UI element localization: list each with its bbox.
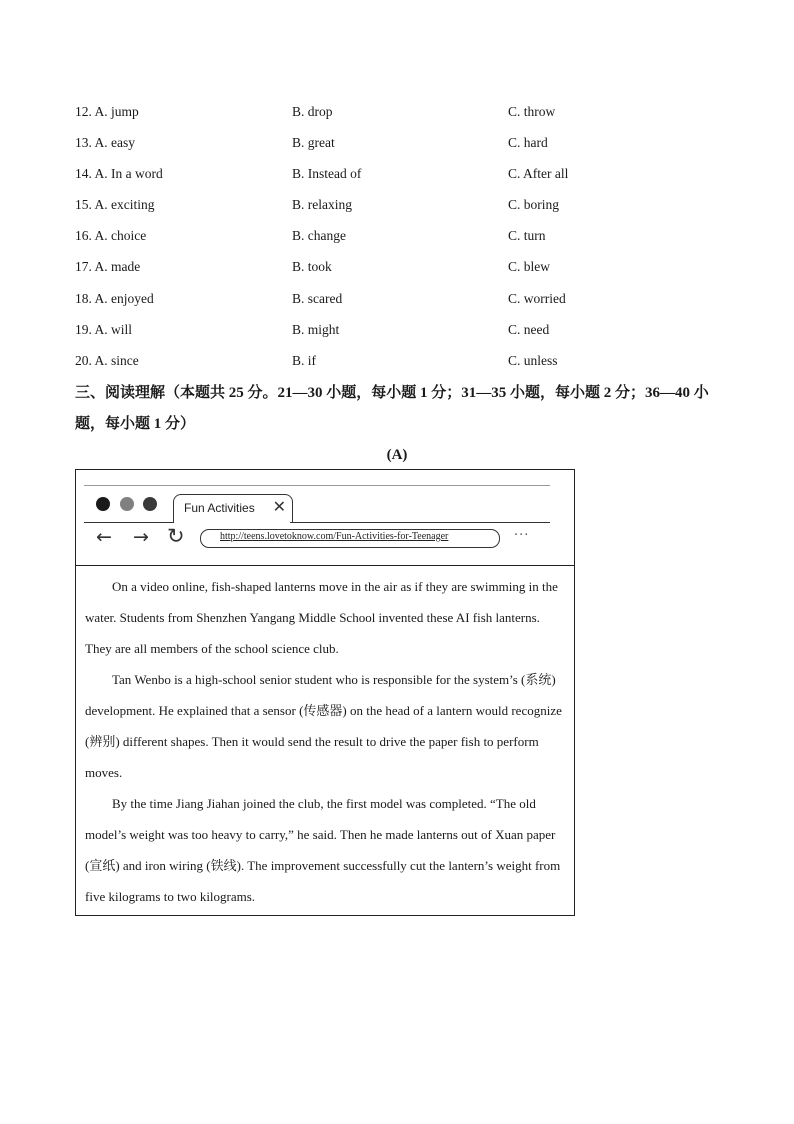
more-icon: ··· [514, 528, 530, 543]
option-c: C. hard [508, 135, 548, 151]
option-row-14 [75, 158, 635, 189]
option-row-12 [75, 96, 635, 127]
tab-title: Fun Activities [184, 501, 255, 515]
option-row-20 [75, 345, 635, 376]
answer-options [75, 96, 635, 376]
option-c: C. blew [508, 259, 550, 275]
option-row-13 [75, 127, 635, 158]
option-a: 12. A. jump [75, 104, 139, 119]
option-row-15 [75, 189, 635, 220]
window-dot-icon [96, 497, 110, 511]
passage-text [85, 571, 569, 912]
tab-strip-line [290, 522, 550, 523]
url-text: http://teens.lovetoknow.com/Fun-Activities-for-Teenager [220, 531, 449, 542]
option-b: B. great [292, 135, 335, 151]
paragraph: By the time Jiang Jiahan joined the club, the first model was completed. “The old model’s weight was too heavy to carry,” he said. Then he made lanterns out of Xuan paper (宣纸) and iron wiring (铁线). The improvement successfully cut the lantern’s weight from five kilograms to two kilograms. [85, 796, 561, 904]
tab-strip-line [84, 522, 174, 523]
option-b: B. if [292, 352, 317, 368]
window-dot-icon [143, 497, 157, 511]
forward-arrow-icon: → [133, 526, 149, 548]
option-c: C. After all [508, 166, 569, 182]
option-a: 19. A. will [75, 321, 133, 337]
option-b: B. scared [292, 290, 343, 306]
paragraph: On a video online, fish-shaped lanterns move in the air as if they are swimming in the water. Students from Shenzhen Yangang Middle School invented these AI fish lanterns. They are all members of the school science club. [85, 579, 558, 656]
back-arrow-icon: ← [96, 526, 112, 548]
option-a: 20. A. since [75, 352, 139, 368]
reload-icon: ↻ [167, 524, 185, 548]
option-b: B. Instead of [292, 166, 362, 182]
paragraph: Tan Wenbo is a high-school senior student who is responsible for the system’s (系统) development. He explained that a sensor (传感器) on the head of a lantern would recognize (辨别) different shapes. Then it would send the result to drive the paper fish to perform moves. [85, 672, 562, 780]
option-c: C. need [508, 321, 550, 337]
option-b: B. drop [292, 104, 333, 119]
option-c: C. unless [508, 352, 558, 368]
option-a: 14. A. In a word [75, 166, 163, 182]
option-c: C. worried [508, 290, 566, 306]
option-c: C. boring [508, 197, 560, 213]
option-b: B. relaxing [292, 197, 352, 213]
option-a: 16. A. choice [75, 228, 147, 244]
option-b: B. took [292, 259, 332, 275]
option-c: C. turn [508, 228, 546, 244]
option-a: 18. A. enjoyed [75, 290, 154, 306]
option-b: B. change [292, 228, 346, 244]
section-heading: 三、阅读理解（本题共 25 分。21—30 小题，每小题 1 分；31—35 小题，每小题 2 分；36—40 小题，每小题 1 分） [75, 385, 709, 432]
option-row-18 [75, 283, 635, 314]
option-row-19 [75, 314, 635, 345]
passage-label: (A) [386, 447, 408, 463]
address-bar [200, 529, 500, 548]
browser-illustration [76, 470, 574, 566]
option-row-16 [75, 220, 635, 251]
window-edge [84, 485, 550, 486]
close-icon: ✕ [272, 497, 286, 516]
passage-box [75, 469, 575, 916]
window-dot-icon [120, 497, 134, 511]
option-b: B. might [292, 321, 340, 337]
browser-tab [173, 494, 293, 523]
option-a: 17. A. made [75, 259, 141, 275]
option-row-17 [75, 251, 635, 282]
option-a: 15. A. exciting [75, 197, 155, 213]
option-a: 13. A. easy [75, 135, 135, 151]
option-c: C. throw [508, 104, 556, 119]
